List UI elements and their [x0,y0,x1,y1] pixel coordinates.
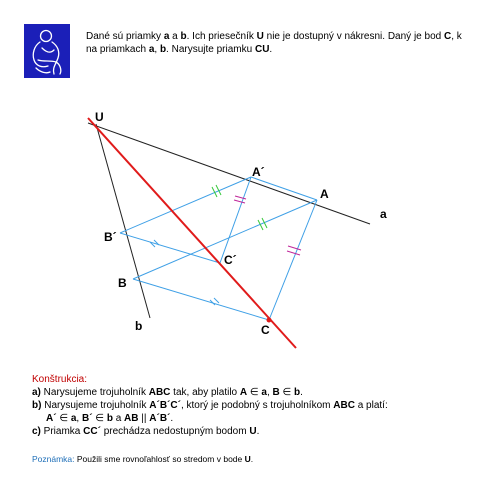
task-line-2: na priamkach a, b. Narysujte priamku CU. [86,44,273,55]
segment-ab [133,200,317,279]
tick-marks-green-1 [212,185,221,197]
segment-a-prime-to-a [251,177,317,200]
point-label-c-prime: C´ [224,253,237,267]
task-line-1: Dané sú priamky a a b. Ich priesečník U nie je dostupný v nákresni. Daný je bod C, k [86,31,462,42]
tick-marks-green-2 [258,218,267,230]
line-cu [88,118,296,348]
point-label-a-prime: A´ [252,165,265,179]
point-c-dot [267,318,272,323]
step-a: a) Narysujeme trojuholník ABC tak, aby platilo A ∈ a, B ∈ b. [32,387,303,398]
note-text: Použili sme rovnoľahlosť so stredom v bode [74,454,245,464]
step-b: b) Narysujeme trojuholník A´B´C´, ktorý je podobný s trojuholníkom ABC a platí: [32,400,388,411]
note-label: Poznámka: [32,454,75,464]
point-label-b-prime: B´ [104,230,117,244]
segment-c-prime-a-prime [220,177,251,263]
line-label-a: a [380,207,387,221]
triangle-a-prime-b-prime-c-prime [120,177,251,263]
point-label-b: B [118,276,127,290]
line-a [88,123,370,224]
point-label-u: U [95,110,104,124]
note-point: U [244,454,251,464]
tick-marks-blue-2 [210,298,219,305]
construction-heading: Konštrukcia: [32,374,88,385]
segment-bc [133,279,269,320]
step-c: c) Priamka CC´ prechádza nedostupným bodom U. [32,426,260,437]
point-label-a: A [320,187,329,201]
line-label-b: b [135,319,143,333]
step-b-continued: A´ ∈ a, B´ ∈ b a AB || A´B´. [46,413,174,424]
point-label-c: C [261,323,270,337]
note: Poznámka: Použili sme rovnoľahlosť so stredom v bode U. [32,454,254,464]
construction-steps [32,373,492,438]
tick-marks-magenta-2 [287,246,301,255]
